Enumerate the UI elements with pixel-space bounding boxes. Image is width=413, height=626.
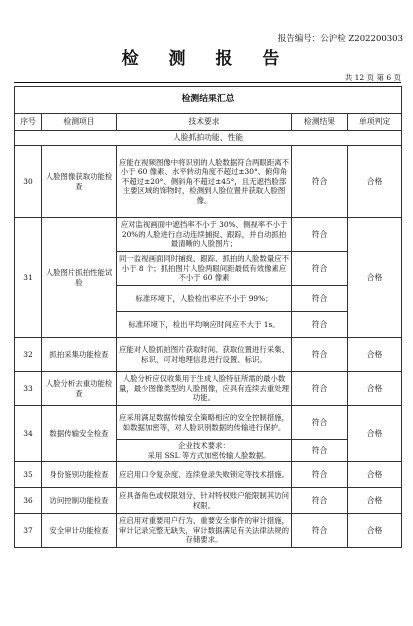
header-result: 检测结果 — [292, 114, 348, 131]
table-row — [15, 218, 402, 252]
row-requirement: 应启用对重要用户行为、重要安全事件的审计措施，审计记录完整无缺失，审计数据满足有关法律法规的存储要求。 — [117, 514, 292, 548]
row-verdict: 合格 — [348, 514, 402, 548]
section-row — [15, 131, 402, 146]
row-no: 32 — [15, 338, 42, 372]
row-requirement: 同一监视画面同时捕捉、跟踪、抓拍的人脸数量应不小于 8 个；抓拍图片人脸两眼间距最低有效像素应不小于 60 像素 — [117, 252, 292, 286]
header-row — [15, 114, 402, 131]
table-row — [15, 146, 402, 218]
row-requirement: 应对监视画面中遮挡率不小于 30%、侧视率不小于 20%的人脸进行自动连续捕捉、跟踪，并自动抓拍最清晰的人脸图片； — [117, 218, 292, 252]
section-title: 人脸抓拍功能、性能 — [15, 131, 402, 146]
row-item: 人脸图片抓拍性能试验 — [42, 218, 117, 338]
row-verdict: 合格 — [348, 488, 402, 514]
row-result: 符合 — [292, 488, 348, 514]
table-row — [15, 462, 402, 488]
row-requirement: 应具备角色或权限划分，针对特权账户能限制其访问权限。 — [117, 488, 292, 514]
row-item: 人脸图像获取功能检查 — [42, 146, 117, 218]
row-result: 符合 — [292, 462, 348, 488]
row-item: 抓拍采集功能检查 — [42, 338, 117, 372]
row-result: 符合 — [292, 218, 348, 252]
summary-title: 检测结果汇总 — [15, 87, 402, 114]
row-requirement: 应能对人脸抓拍图片获取时间、获取位置进行采集、标识，可对地理信息进行设置、标识。 — [117, 338, 292, 372]
row-result: 符合 — [292, 286, 348, 312]
row-verdict: 合格 — [348, 338, 402, 372]
row-result: 符合 — [292, 338, 348, 372]
row-item: 身份鉴别功能检查 — [42, 462, 117, 488]
row-no: 30 — [15, 146, 42, 218]
header-verdict: 单项判定 — [348, 114, 402, 131]
row-requirement: 标准环境下，人脸检出率应不小于 99%； — [117, 286, 292, 312]
report-title: 检 测 报 告 — [121, 49, 292, 69]
row-requirement: 应能在视频图像中将识别的人脸数据符合两眼距离不小于 60 像素、水平转动角度不超过±30°、俯仰角不超过±20°、侧斜角不超过±45°，且无遮挡脸部主要区域的饰物时，检测到人脸位置并获取人脸图像。 — [117, 146, 292, 218]
row-verdict: 合格 — [348, 372, 402, 406]
results-summary-table — [14, 86, 402, 548]
row-no: 31 — [15, 218, 42, 338]
row-result: 符合 — [292, 146, 348, 218]
row-verdict: 合格 — [348, 146, 402, 218]
row-item: 访问控制功能检查 — [42, 488, 117, 514]
row-result: 符合 — [292, 406, 348, 440]
summary-title-row — [15, 87, 402, 114]
row-verdict: 合格 — [348, 406, 402, 462]
row-requirement: 企业技术要求： 采用 SSL 等方式加密传输人脸数据。 — [117, 440, 292, 462]
report-number: 报告编号：公沪检 Z202200303 — [277, 34, 403, 44]
row-verdict: 合格 — [348, 218, 402, 338]
row-requirement: 应采用满足数据传输安全策略相应的安全控制措施，如数据加密等，对人脸识别数据的传输进行保护。 — [117, 406, 292, 440]
page-info: 共 12 页 第 6 页 — [344, 73, 401, 82]
row-no: 34 — [15, 406, 42, 462]
top-rule — [14, 82, 401, 83]
row-requirement: 人脸分析应仅收集用于生成人脸特征所需的最小数量，最少图像类型的人脸图像，应具有连续去重处理功能。 — [117, 372, 292, 406]
table-row — [15, 514, 402, 548]
row-requirement: 应启用口令复杂度、连续登录失败锁定等技术措施。 — [117, 462, 292, 488]
row-no: 36 — [15, 488, 42, 514]
row-item: 安全审计功能检查 — [42, 514, 117, 548]
header-no: 序号 — [15, 114, 42, 131]
row-no: 35 — [15, 462, 42, 488]
row-no: 33 — [15, 372, 42, 406]
table-row — [15, 406, 402, 440]
row-requirement: 标准环境下，检出平均响应时间应不大于 1s。 — [117, 312, 292, 338]
row-item: 数据传输安全检查 — [42, 406, 117, 462]
row-result: 符合 — [292, 514, 348, 548]
table-row — [15, 372, 402, 406]
table-row — [15, 488, 402, 514]
row-no: 37 — [15, 514, 42, 548]
row-verdict: 合格 — [348, 462, 402, 488]
row-result: 符合 — [292, 252, 348, 286]
row-result: 符合 — [292, 312, 348, 338]
table-row — [15, 338, 402, 372]
row-result: 符合 — [292, 372, 348, 406]
row-result: 符合 — [292, 440, 348, 462]
header-item: 检测项目 — [42, 114, 117, 131]
row-item: 人脸分析去重功能检查 — [42, 372, 117, 406]
header-requirement: 技术要求 — [117, 114, 292, 131]
